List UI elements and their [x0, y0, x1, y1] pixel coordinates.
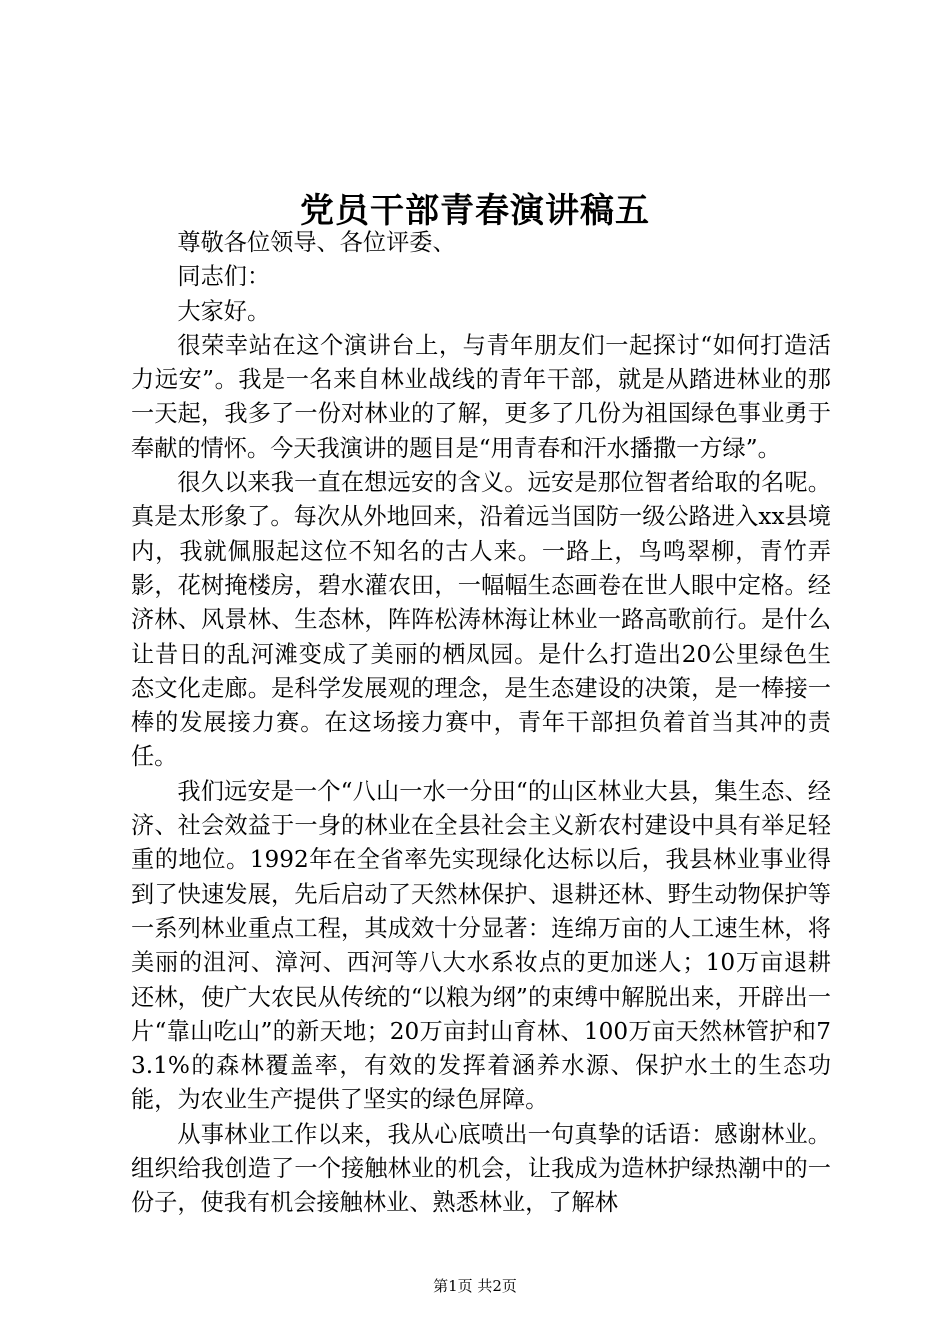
document-body: [131, 226, 831, 1221]
paragraph-gratitude: 从事林业工作以来，我从心底喷出一句真挚的话语：感谢林业。组织给我创造了一个接触林业的机会，让我成为造林护绿热潮中的一份子，使我有机会接触林业、熟悉林业，了解林: [131, 1120, 831, 1217]
paragraph-yuanan-meaning: 很久以来我一直在想远安的含义。远安是那位智者给取的名呢。真是太形象了。每次从外地回来，沿着远当国防一级公路进入xx县境内，我就佩服起这位不知名的古人来。一路上，鸟鸣翠柳，青竹弄影，花树掩楼房，碧水灌农田，一幅幅生态画卷在世人眼中定格。经济林、风景林、生态林，阵阵松涛林海让林业一路高歌前行。是什么让昔日的乱河滩变成了美丽的栖凤园。是什么打造出20公里绿色生态文化走廊。是科学发展观的理念，是生态建设的决策，是一棒接一棒的发展接力赛。在这场接力赛中，青年干部担负着首当其冲的责任。: [131, 469, 831, 771]
paragraph-intro: 很荣幸站在这个演讲台上，与青年朋友们一起探讨“如何打造活力远安”。我是一名来自林业战线的青年干部，就是从踏进林业的那一天起，我多了一份对林业的了解，更多了几份为祖国绿色事业勇于奉献的情怀。今天我演讲的题目是“用青春和汗水播撒一方绿”。: [131, 331, 831, 462]
document-title: 党员干部青春演讲稿五: [300, 191, 650, 231]
paragraph-forestry-county: 我们远安是一个“八山一水一分田“的山区林业大县，集生态、经济、社会效益于一身的林业在全县社会主义新农村建设中具有举足轻重的地位。1992年在全省率先实现绿化达标以后，我县林业事业得到了快速发展，先后启动了天然林保护、退耕还林、野生动物保护等一系列林业重点工程，其成效十分显著：连绵万亩的人工速生林，将美丽的沮河、漳河、西河等八大水系妆点的更加迷人；10万亩退耕还林，使广大农民从传统的“以粮为纲”的束缚中解脱出来，开辟出一片“靠山吃山”的新天地；20万亩封山育林、100万亩天然林管护和73.1%的森林覆盖率，有效的发挥着涵养水源、保护水土的生态功能，为农业生产提供了坚实的绿色屏障。: [131, 777, 831, 1114]
page-footer: 第1页 共2页: [433, 1277, 517, 1295]
greeting-line: 大家好。: [177, 297, 271, 325]
salutation-line-2: 同志们：: [177, 263, 271, 291]
salutation-line-1: 尊敬各位领导、各位评委、: [177, 229, 456, 256]
